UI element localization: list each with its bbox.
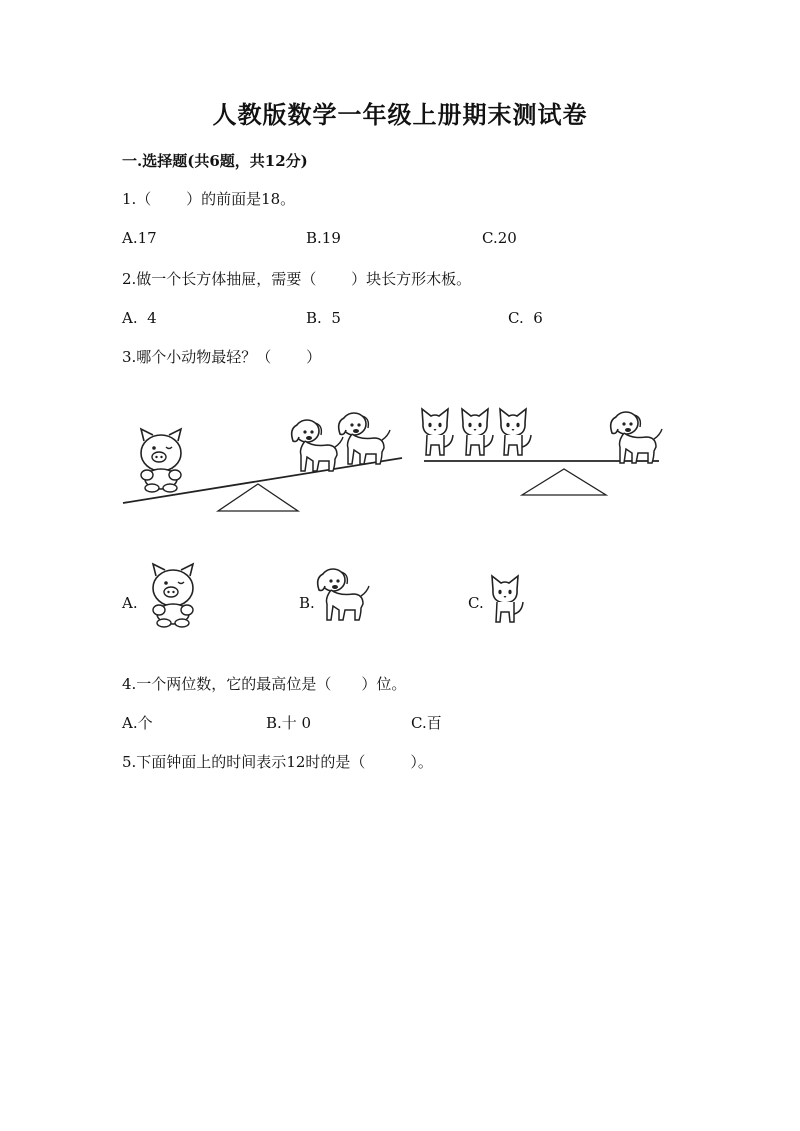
question-3-option-a[interactable]: A. xyxy=(122,594,138,612)
question-2-option-a[interactable]: A. 4 xyxy=(122,309,157,327)
question-5-stem: 5.下面钟面上的时间表示12时的是（ ）。 xyxy=(122,753,433,771)
cat-icon xyxy=(462,409,493,455)
cat-icon[interactable] xyxy=(485,568,535,632)
question-4-stem: 4.一个两位数，它的最高位是（ ）位。 xyxy=(122,675,407,693)
seesaw-left-figure xyxy=(115,395,415,520)
question-3-stem: 3.哪个小动物最轻？（ ） xyxy=(122,348,322,366)
question-4-option-c[interactable]: C.百 xyxy=(411,714,442,732)
seesaw-right-figure xyxy=(410,395,670,505)
question-2-stem: 2.做一个长方体抽屉，需要（ ）块长方形木板。 xyxy=(122,270,472,288)
cat-icon xyxy=(500,409,531,455)
section-heading: 一.选择题(共6题，共12分) xyxy=(122,152,308,170)
question-1-stem: 1.（ ）的前面是18。 xyxy=(122,190,296,208)
question-1-option-b[interactable]: B.19 xyxy=(306,229,341,247)
dog-icon xyxy=(611,412,662,463)
question-1-option-c[interactable]: C.20 xyxy=(482,229,517,247)
question-1-option-a[interactable]: A.17 xyxy=(122,229,157,247)
question-2-option-b[interactable]: B. 5 xyxy=(306,309,341,327)
pig-icon[interactable] xyxy=(145,562,205,632)
dog-icon xyxy=(339,413,390,464)
page-title: 人教版数学一年级上册期末测试卷 xyxy=(212,100,588,129)
seesaw-right-fulcrum xyxy=(522,469,606,495)
dog-icon xyxy=(292,420,343,471)
pig-icon xyxy=(141,429,181,492)
cat-icon xyxy=(422,409,453,455)
question-4-option-a[interactable]: A.个 xyxy=(122,714,153,732)
seesaw-left-fulcrum xyxy=(218,484,298,511)
question-3-option-b[interactable]: B. xyxy=(299,594,315,612)
dog-icon[interactable] xyxy=(315,560,380,632)
question-3-option-c[interactable]: C. xyxy=(468,594,484,612)
question-2-option-c[interactable]: C. 6 xyxy=(508,309,543,327)
question-4-option-b[interactable]: B.十 0 xyxy=(266,714,312,732)
